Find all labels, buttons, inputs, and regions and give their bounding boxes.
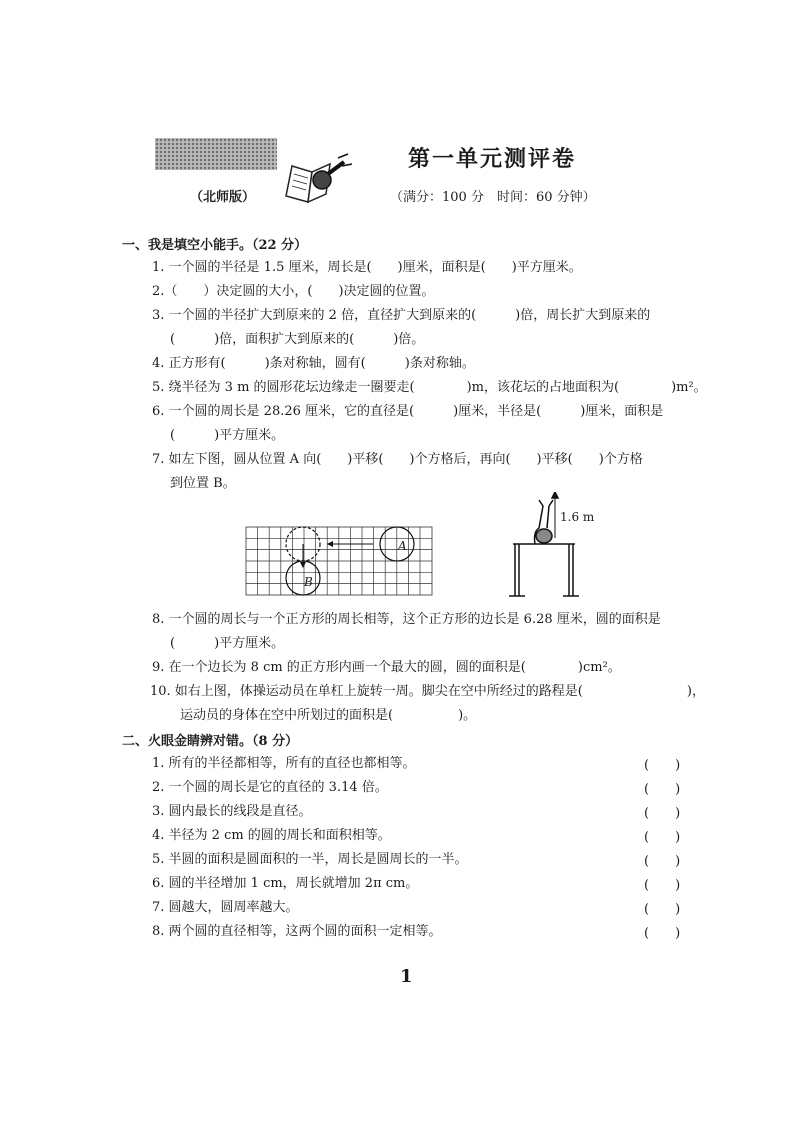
question-3-cont: ( )倍，面积扩大到原来的( )倍。 — [170, 332, 425, 347]
page-title: 第一单元测评卷 — [408, 146, 577, 172]
question-4: 4. 正方形有( )条对称轴，圆有( )条对称轴。 — [152, 356, 475, 371]
answer-paren-8[interactable]: ( ) — [644, 926, 681, 941]
judge-item-3: 3. 圆内最长的线段是直径。 — [152, 804, 312, 819]
question-6-cont: ( )平方厘米。 — [170, 428, 285, 443]
question-8: 8. 一个圆的周长与一个正方形的周长相等，这个正方形的边长是 6.28 厘米，圆的面积是 — [152, 612, 661, 627]
judge-item-2: 2. 一个圆的周长是它的直径的 3.14 倍。 — [152, 780, 388, 795]
question-1: 1. 一个圆的半径是 1.5 厘米，周长是( )厘米，面积是( )平方厘米。 — [152, 260, 582, 275]
answer-paren-7[interactable]: ( ) — [644, 902, 681, 917]
edition-label: （北师版） — [190, 190, 256, 205]
question-5: 5. 绕半径为 3 m 的圆形花坛边缘走一圈要走( )m，该花坛的占地面积为( )m²。 — [152, 380, 707, 395]
section1-heading: 一、我是填空小能手。（22 分） — [122, 238, 308, 253]
question-8-cont: ( )平方厘米。 — [170, 636, 285, 651]
answer-paren-1[interactable]: ( ) — [644, 758, 681, 773]
question-7-cont: 到位置 B。 — [170, 476, 236, 491]
book-magnifier-icon — [282, 152, 354, 208]
question-2: 2.（ ）决定圆的大小，( )决定圆的位置。 — [152, 284, 435, 299]
grid-lines — [246, 527, 432, 595]
header-texture-decoration — [155, 138, 277, 170]
judge-item-7: 7. 圆越大，圆周率越大。 — [152, 900, 299, 915]
question-10: 10. 如右上图，体操运动员在单杠上旋转一周。脚尖在空中所经过的路程是( )， — [150, 684, 705, 699]
question-7: 7. 如左下图，圆从位置 A 向( )平移( )个方格后，再向( )平移( )个方格 — [152, 452, 643, 467]
answer-paren-3[interactable]: ( ) — [644, 806, 681, 821]
answer-paren-5[interactable]: ( ) — [644, 854, 681, 869]
label-position-a: A — [398, 539, 407, 553]
judge-item-6: 6. 圆的半径增加 1 cm，周长就增加 2π cm。 — [152, 876, 419, 891]
judge-item-5: 5. 半圆的面积是圆面积的一半，周长是圆周长的一半。 — [152, 852, 468, 867]
judge-item-8: 8. 两个圆的直径相等，这两个圆的面积一定相等。 — [152, 924, 442, 939]
question-3: 3. 一个圆的半径扩大到原来的 2 倍，直径扩大到原来的( )倍，周长扩大到原来的 — [152, 308, 651, 323]
grid-translation-figure — [245, 526, 435, 598]
page-number: 1 — [400, 966, 413, 987]
answer-paren-6[interactable]: ( ) — [644, 878, 681, 893]
section2-heading: 二、火眼金睛辨对错。（8 分） — [122, 734, 299, 749]
gymnast-bar-figure — [505, 492, 585, 598]
question-6: 6. 一个圆的周长是 28.26 厘米，它的直径是( )厘米，半径是( )厘米，面积是 — [152, 404, 664, 419]
question-10-cont: 运动员的身体在空中所划过的面积是( )。 — [180, 708, 477, 723]
judge-item-1: 1. 所有的半径都相等，所有的直径也都相等。 — [152, 756, 416, 771]
score-time-info: （满分：100 分 时间：60 分钟） — [390, 190, 596, 205]
question-9: 9. 在一个边长为 8 cm 的正方形内画一个最大的圆，圆的面积是( )cm²。 — [152, 660, 621, 675]
bar-height-label: 1.6 m — [560, 510, 595, 524]
answer-paren-4[interactable]: ( ) — [644, 830, 681, 845]
answer-paren-2[interactable]: ( ) — [644, 782, 681, 797]
label-position-b: B — [304, 575, 313, 589]
judge-item-4: 4. 半径为 2 cm 的圆的周长和面积相等。 — [152, 828, 391, 843]
